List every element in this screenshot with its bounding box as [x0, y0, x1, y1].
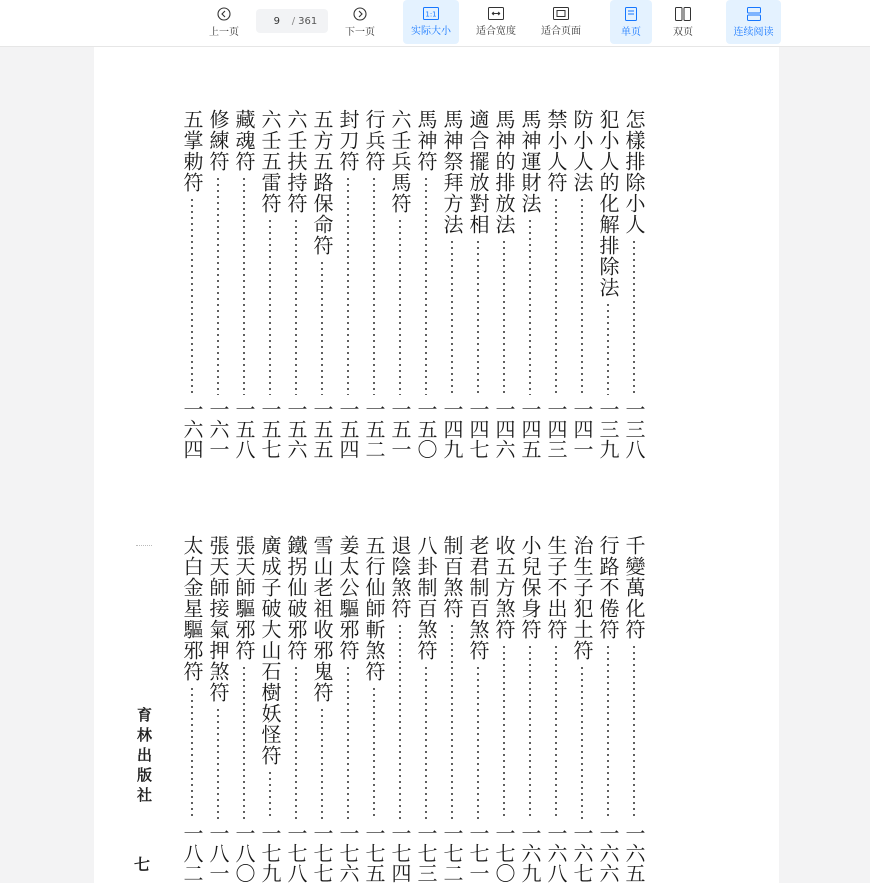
toc-entry-title: 鐵拐仙破邪符 — [284, 535, 308, 661]
toc-entry-title: 藏魂符 — [232, 109, 256, 172]
toc-entry-page: 一六五 — [622, 823, 646, 883]
toc-leader-dots — [321, 707, 323, 819]
toc-entry — [361, 535, 387, 883]
toc-entry-page: 一七八 — [284, 823, 308, 883]
toc-entry-title: 修練符 — [206, 109, 230, 172]
toc-entry-page: 一六六 — [596, 823, 620, 883]
next-page-label: 下一页 — [345, 26, 375, 38]
toc-entry-page: 一三九 — [596, 399, 620, 459]
toc-entry-title: 廣成子破大山石樹妖怪符 — [258, 535, 282, 766]
toc-entry-page: 一八〇 — [232, 823, 256, 883]
publisher-name: 育林出版社 — [135, 707, 153, 807]
toc-entry-title: 六壬五雷符 — [258, 109, 282, 214]
toc-entry-page: 一五二 — [362, 399, 386, 459]
toc-entry-page: 一七五 — [362, 823, 386, 883]
toc-entry — [517, 535, 543, 883]
toc-leader-dots — [295, 665, 297, 819]
toc-leader-dots — [243, 665, 245, 819]
toc-leader-dots — [529, 644, 531, 819]
toc-entry-page: 一五〇 — [414, 399, 438, 459]
toc-entry-title: 五方五路保命符 — [310, 109, 334, 256]
toc-entry-page: 一五七 — [258, 399, 282, 459]
toc-entry-page: 一六四 — [180, 399, 204, 459]
toc-entry — [569, 535, 595, 883]
toc-entry — [179, 535, 205, 883]
toc-entry-page: 一六七 — [570, 823, 594, 883]
single-page-button[interactable] — [610, 0, 652, 44]
toc-entry — [439, 535, 465, 883]
toc-entry-page: 一七九 — [258, 823, 282, 883]
single-page-label: 单页 — [621, 26, 641, 38]
toc-entry-page: 一七三 — [414, 823, 438, 883]
toc-entry-title: 怎樣排除小人 — [622, 109, 646, 235]
page-separator: / — [291, 15, 296, 27]
toc-entry-page: 一七七 — [310, 823, 334, 883]
toc-entry-page: 一四一 — [570, 399, 594, 459]
fit-width-button[interactable] — [470, 0, 522, 44]
toc-leader-dots — [347, 665, 349, 819]
toc-entry — [283, 535, 309, 883]
toc-entry-page: 一五六 — [284, 399, 308, 459]
toc-entry-page: 一三八 — [622, 399, 646, 459]
toc-entry — [231, 535, 257, 883]
toc-entry-title: 生子不出符 — [544, 535, 568, 640]
toc-entry-title: 收五方煞符 — [492, 535, 516, 640]
continuous-reading-button[interactable] — [726, 0, 781, 44]
toc-leader-dots — [581, 665, 583, 819]
toc-leader-dots — [191, 686, 193, 819]
actual-size-button[interactable] — [403, 0, 459, 44]
actual-size-label: 实际大小 — [411, 26, 451, 37]
toc-entry — [387, 535, 413, 883]
viewer-toolbar — [0, 0, 870, 47]
toc-entry-page: 一四六 — [492, 399, 516, 459]
toc-entry — [335, 535, 361, 883]
toc-entry-page: 一四九 — [440, 399, 464, 459]
toc-entry-title: 犯小人的化解排除法 — [596, 109, 620, 298]
toc-entry-page: 一五五 — [310, 399, 334, 459]
toc-leader-dots — [451, 623, 453, 819]
double-page-label: 双页 — [673, 26, 693, 38]
page-indicator — [256, 9, 328, 33]
toc-entry — [621, 535, 647, 883]
toc-entry — [309, 535, 335, 883]
toc-entry-title: 老君制百煞符 — [466, 535, 490, 661]
arrow-left-circle-icon — [217, 7, 231, 21]
toc-entry-title: 張天師驅邪符 — [232, 535, 256, 661]
fit-page-label: 适合页面 — [541, 26, 581, 37]
double-page-icon — [675, 7, 691, 21]
toc-leader-dots — [269, 770, 271, 819]
toc-entry-title: 姜太公驅邪符 — [336, 535, 360, 661]
toc-entry-title: 馬神的排放法 — [492, 109, 516, 235]
toc-entry-title: 禁小人符 — [544, 109, 568, 193]
toc-entry-title: 小兒保身符 — [518, 535, 542, 640]
toc-entry — [595, 535, 621, 883]
next-page-button[interactable] — [340, 0, 380, 44]
toc-entry-title: 行兵符 — [362, 109, 386, 172]
toc-entry-page: 一八一 — [206, 823, 230, 883]
toc-entry-title: 封刀符 — [336, 109, 360, 172]
toc-leader-dots — [477, 665, 479, 819]
toc-leader-dots — [503, 644, 505, 819]
actual-size-icon — [423, 7, 439, 20]
toc-entry-page: 一五八 — [232, 399, 256, 459]
continuous-reading-icon — [747, 7, 761, 21]
toc-entry — [491, 535, 517, 883]
toc-leader-dots — [633, 644, 635, 819]
toc-entry-page: 一六九 — [518, 823, 542, 883]
toc-entry-title: 退陰煞符 — [388, 535, 412, 619]
current-page-input[interactable]: 9 — [273, 15, 280, 27]
toc-entry — [257, 535, 283, 883]
toc-entry-title: 適合擺放對相 — [466, 109, 490, 235]
toc-entry-title: 雪山老祖收邪鬼符 — [310, 535, 334, 703]
toc-entry-title: 制百煞符 — [440, 535, 464, 619]
toc-entry-title: 行路不倦符 — [596, 535, 620, 640]
toc-entry-page: 一七一 — [466, 823, 490, 883]
toc-entry-title: 五行仙師斬煞符 — [362, 535, 386, 682]
fit-width-icon — [488, 7, 504, 20]
toc-entry-title: 千變萬化符 — [622, 535, 646, 640]
toc-entry-page: 一八二 — [180, 823, 204, 883]
toc-entry-title: 五掌勅符 — [180, 109, 204, 193]
toc-leader-dots — [217, 707, 219, 819]
toc-entry-page: 一七二 — [440, 823, 464, 883]
toc-entry-page: 一五一 — [388, 399, 412, 459]
toc-entry-page: 一六一 — [206, 399, 230, 459]
toc-bottom-section — [94, 47, 779, 883]
toc-entry — [205, 535, 231, 883]
toc-entry-title: 張天師接氣押煞符 — [206, 535, 230, 703]
toc-entry-page: 一五四 — [336, 399, 360, 459]
toc-entry-page: 一四七 — [466, 399, 490, 459]
toc-entry-title: 太白金星驅邪符 — [180, 535, 204, 682]
toc-leader-dots — [425, 665, 427, 819]
toc-entry-title: 六壬扶持符 — [284, 109, 308, 214]
toc-entry-page: 一七〇 — [492, 823, 516, 883]
toc-entry-title: 六壬兵馬符 — [388, 109, 412, 214]
continuous-reading-label: 连续阅读 — [733, 26, 774, 38]
toc-entry-title: 馬神運財法 — [518, 109, 542, 214]
toc-leader-dots — [399, 623, 401, 819]
toc-entry-page: 一七四 — [388, 823, 412, 883]
toc-entry — [413, 535, 439, 883]
svg-text:1:1: 1:1 — [425, 10, 437, 19]
arrow-right-circle-icon — [353, 7, 367, 21]
toc-entry-title: 馬神祭拜方法 — [440, 109, 464, 235]
double-page-button[interactable] — [662, 0, 704, 44]
toc-entry-page: 一六八 — [544, 823, 568, 883]
toc-entry-page: 一七六 — [336, 823, 360, 883]
toc-entry — [543, 535, 569, 883]
toc-entry-title: 治生子犯土符 — [570, 535, 594, 661]
single-page-icon — [625, 7, 637, 21]
toc-entry-title: 八卦制百煞符 — [414, 535, 438, 661]
toc-entry-title: 防小人法 — [570, 109, 594, 193]
total-pages: 361 — [298, 15, 318, 27]
page-folio: 七 — [134, 855, 151, 874]
document-page — [94, 47, 779, 883]
toc-leader-dots — [607, 644, 609, 819]
toc-entry-page: 一四三 — [544, 399, 568, 459]
toc-entry-page: 一四五 — [518, 399, 542, 459]
toc-entry — [465, 535, 491, 883]
fit-page-icon — [553, 7, 569, 20]
prev-page-button[interactable] — [204, 0, 244, 44]
fit-width-label: 适合宽度 — [476, 26, 516, 37]
toc-leader-dots — [555, 644, 557, 819]
toc-leader-dots — [373, 686, 375, 819]
toc-entry-title: 馬神符 — [414, 109, 438, 172]
prev-page-label: 上一页 — [209, 26, 239, 38]
fit-page-button[interactable] — [535, 0, 587, 44]
